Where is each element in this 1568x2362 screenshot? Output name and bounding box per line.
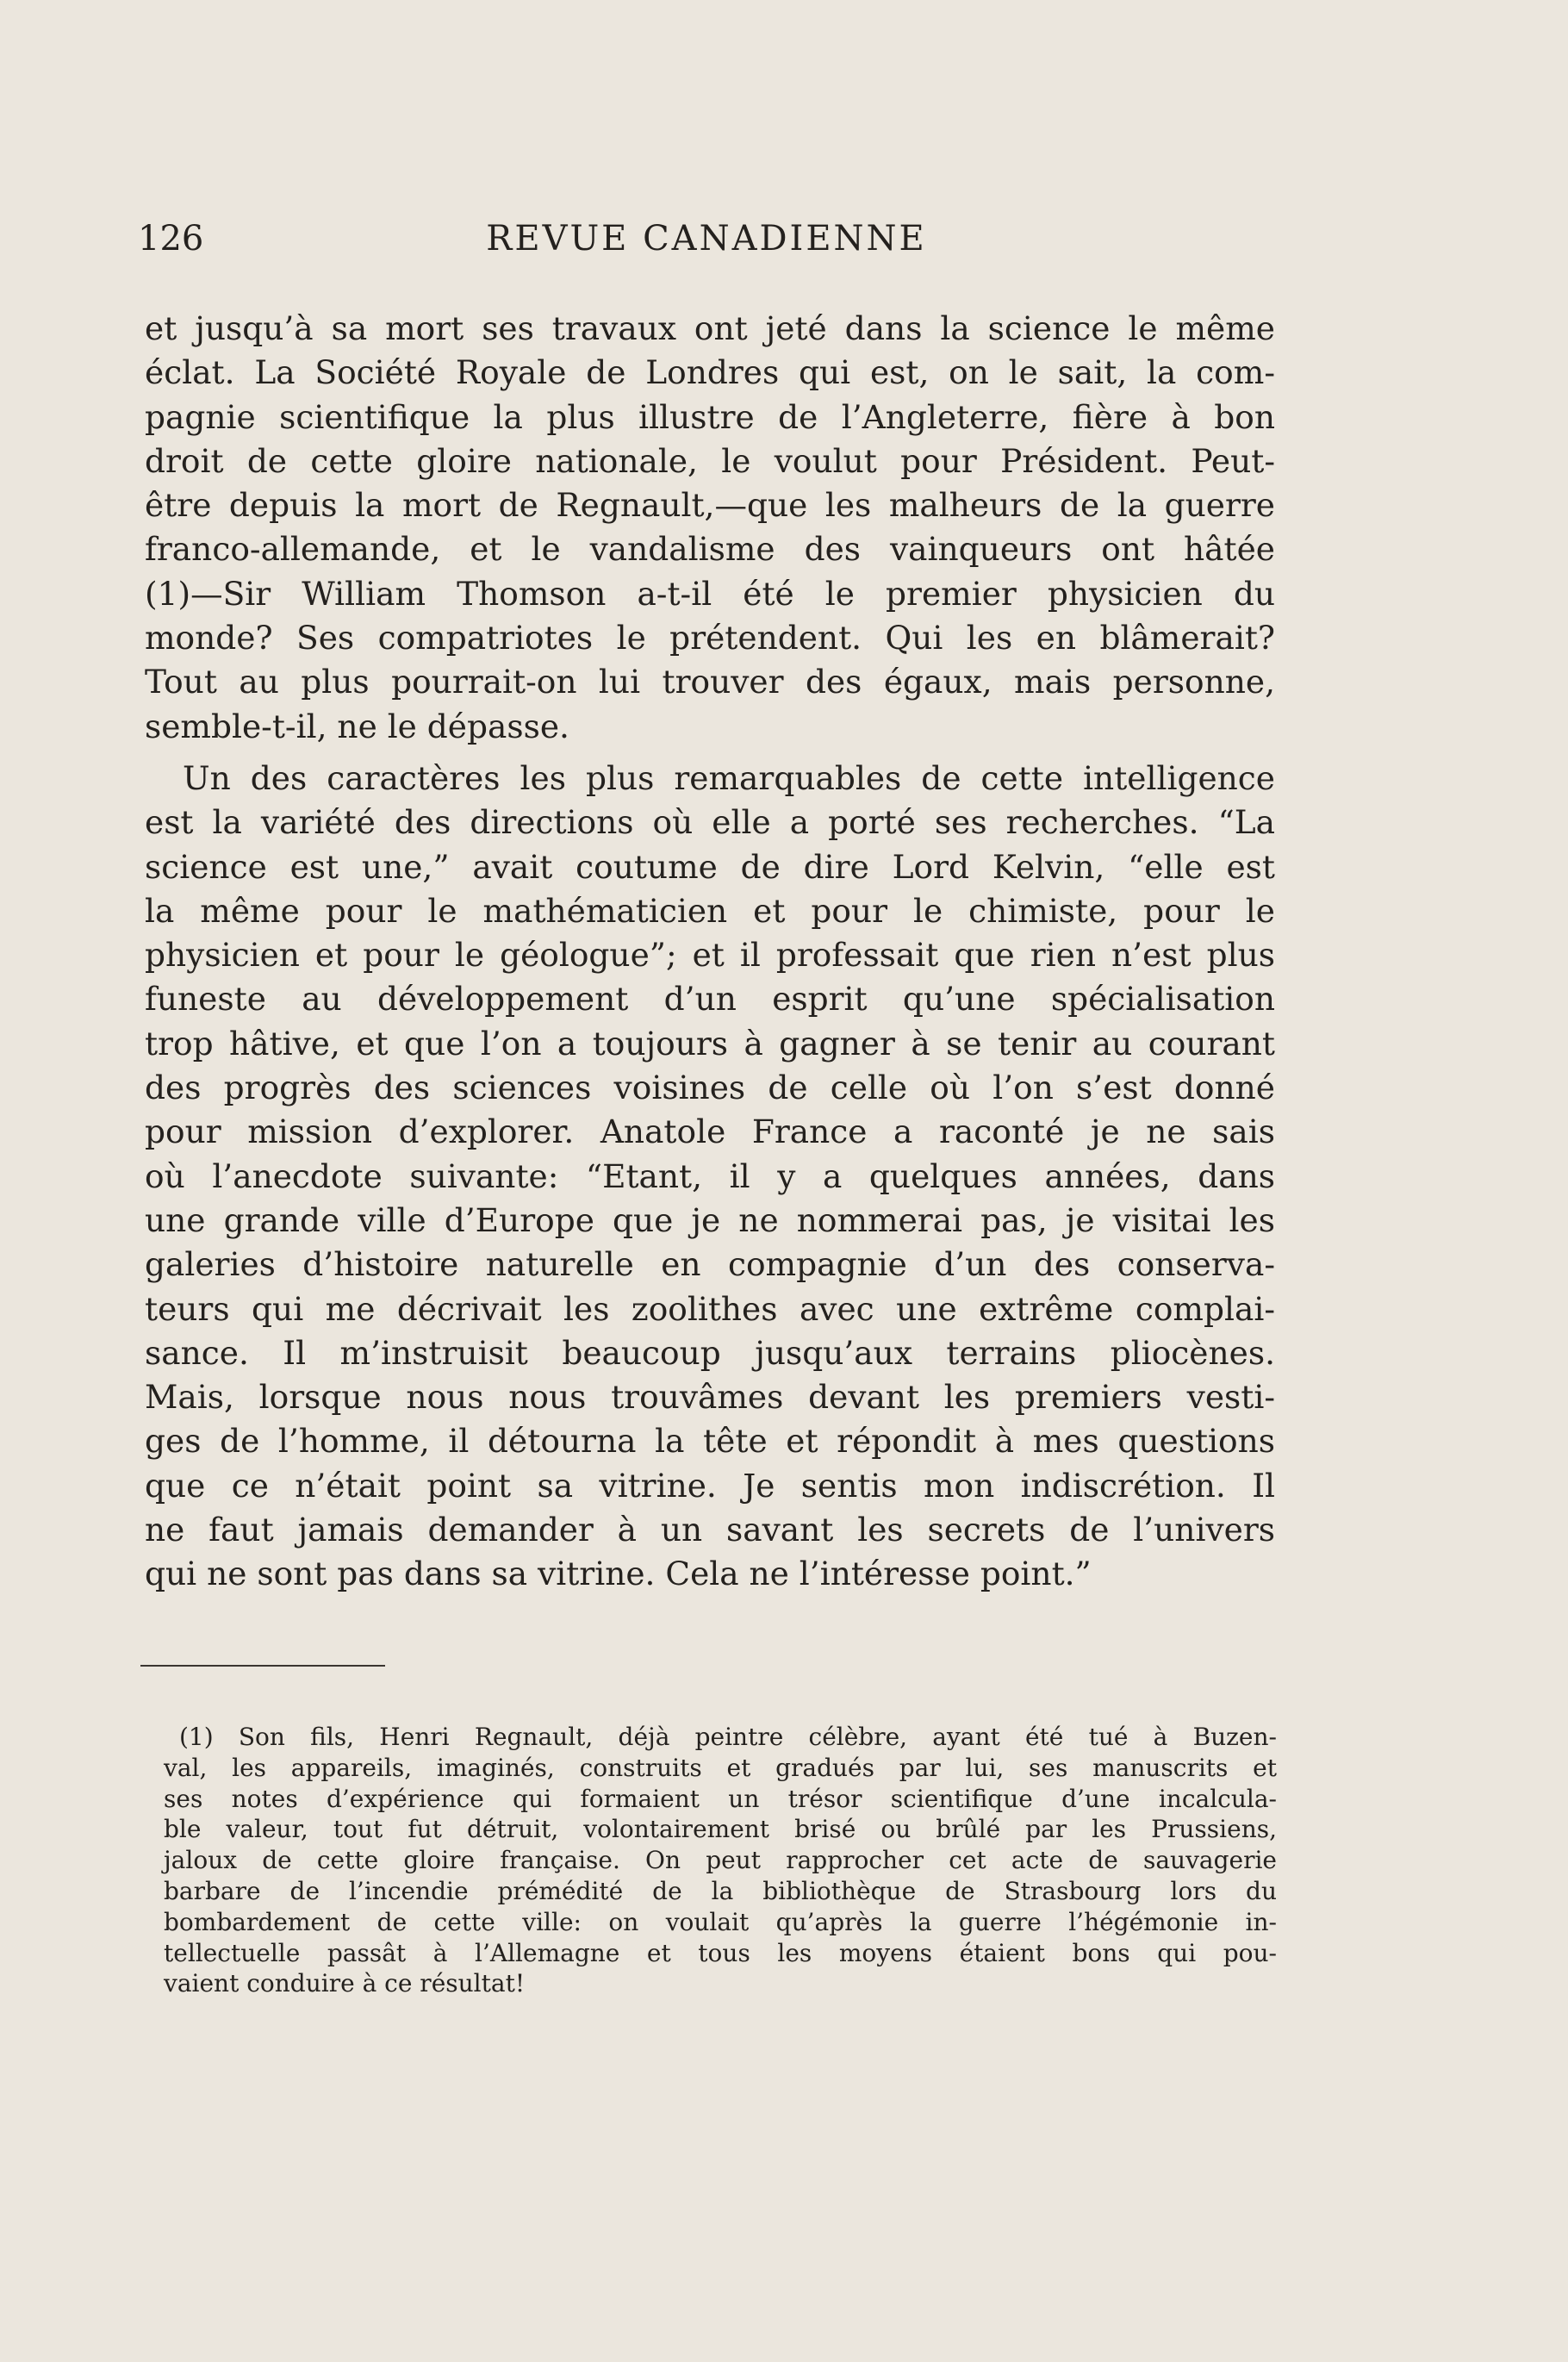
text-line: franco-allemande, et le vandalisme des vainqueurs ont hâtée bbox=[145, 530, 1275, 569]
footnote-line: val, les appareils, imaginés, construits et gradués par lui, ses manuscrits et bbox=[164, 1753, 1277, 1782]
text-line: être depuis la mort de Regnault,—que les malheurs de la guerre bbox=[145, 486, 1275, 525]
text-line: monde? Ses compatriotes le prétendent. Qui les en blâmerait? bbox=[145, 619, 1275, 657]
footnote-block bbox=[164, 1722, 1277, 1999]
text-line: ne faut jamais demander à un savant les secrets de l’univers bbox=[145, 1511, 1275, 1549]
footnote-line: (1) Son fils, Henri Regnault, déjà peintre célèbre, ayant été tué à Buzen- bbox=[179, 1723, 1277, 1751]
running-title: REVUE CANADIENNE bbox=[486, 219, 927, 259]
text-line: semble-t-il, ne le dépasse. bbox=[145, 707, 569, 745]
text-line: teurs qui me décrivait les zoolithes avec une extrême complai- bbox=[145, 1289, 1275, 1328]
text-line: une grande ville d’Europe que je ne nommerai pas, je visitai les bbox=[145, 1200, 1275, 1239]
text-line: pour mission d’explorer. Anatole France a raconté je ne sais bbox=[145, 1112, 1275, 1151]
paragraph-gap bbox=[145, 749, 1275, 757]
text-line: funeste au développement d’un esprit qu’une spécialisation bbox=[145, 980, 1275, 1019]
footnote-line: tellectuelle passât à l’Allemagne et tous les moyens étaient bons qui pou- bbox=[164, 1938, 1277, 1967]
footnote-line: ble valeur, tout fut détruit, volontairement brisé ou brûlé par les Prussiens, bbox=[164, 1815, 1277, 1844]
text-line: physicien et pour le géologue”; et il professait que rien n’est plus bbox=[145, 936, 1275, 975]
text-line: sance. Il m’instruisit beaucoup jusqu’aux terrains pliocènes. bbox=[145, 1333, 1275, 1372]
text-line: est la variété des directions où elle a porté ses recherches. “La bbox=[145, 803, 1275, 842]
text-line: que ce n’était point sa vitrine. Je sentis mon indiscrétion. Il bbox=[145, 1466, 1275, 1505]
footnote-line: ses notes d’expérience qui formaient un trésor scientifique d’une incalcula- bbox=[164, 1784, 1277, 1813]
footnote-line: bombardement de cette ville: on voulait qu’après la guerre l’hégémonie in- bbox=[164, 1907, 1277, 1936]
text-line: des progrès des sciences voisines de celle où l’on s’est donné bbox=[145, 1069, 1275, 1107]
footnote-line: jaloux de cette gloire française. On peut rapprocher cet acte de sauvagerie bbox=[164, 1846, 1277, 1875]
footnote-divider bbox=[140, 1665, 385, 1667]
text-line: la même pour le mathématicien et pour le chimiste, pour le bbox=[145, 891, 1275, 930]
text-line: où l’anecdote suivante: “Etant, il y a quelques années, dans bbox=[145, 1156, 1275, 1195]
text-line: science est une,” avait coutume de dire Lord Kelvin, “elle est bbox=[145, 847, 1275, 886]
text-line: Un des caractères les plus remarquables de cette intelligence bbox=[183, 758, 1275, 797]
text-line: droit de cette gloire nationale, le voulut pour Président. Peut- bbox=[145, 441, 1275, 480]
text-line: qui ne sont pas dans sa vitrine. Cela ne l’intéresse point.” bbox=[145, 1555, 1092, 1593]
paragraph-1 bbox=[145, 307, 1275, 749]
footnote-line: barbare de l’incendie prémédité de la bibliothèque de Strasbourg lors du bbox=[164, 1876, 1277, 1905]
page-number: 126 bbox=[138, 219, 204, 259]
text-line: galeries d’histoire naturelle en compagnie d’un des conserva- bbox=[145, 1245, 1275, 1284]
text-line: trop hâtive, et que l’on a toujours à gagner à se tenir au courant bbox=[145, 1024, 1275, 1063]
text-line: (1)—Sir William Thomson a-t-il été le premier physicien du bbox=[145, 574, 1275, 613]
text-line: pagnie scientifique la plus illustre de l’Angleterre, fière à bon bbox=[145, 397, 1275, 436]
text-line: Tout au plus pourrait-on lui trouver des égaux, mais personne, bbox=[145, 663, 1275, 701]
main-text bbox=[145, 307, 1275, 1597]
text-line: Mais, lorsque nous nous trouvâmes devant les premiers vesti- bbox=[145, 1378, 1275, 1417]
page-header bbox=[138, 219, 1275, 271]
paragraph-2 bbox=[145, 757, 1275, 1597]
text-line: éclat. La Société Royale de Londres qui est, on le sait, la com- bbox=[145, 353, 1275, 392]
text-line: ges de l’homme, il détourna la tête et répondit à mes questions bbox=[145, 1422, 1275, 1461]
footnote-line: vaient conduire à ce résultat! bbox=[164, 1969, 526, 1998]
text-line: et jusqu’à sa mort ses travaux ont jeté dans la science le même bbox=[145, 309, 1275, 347]
